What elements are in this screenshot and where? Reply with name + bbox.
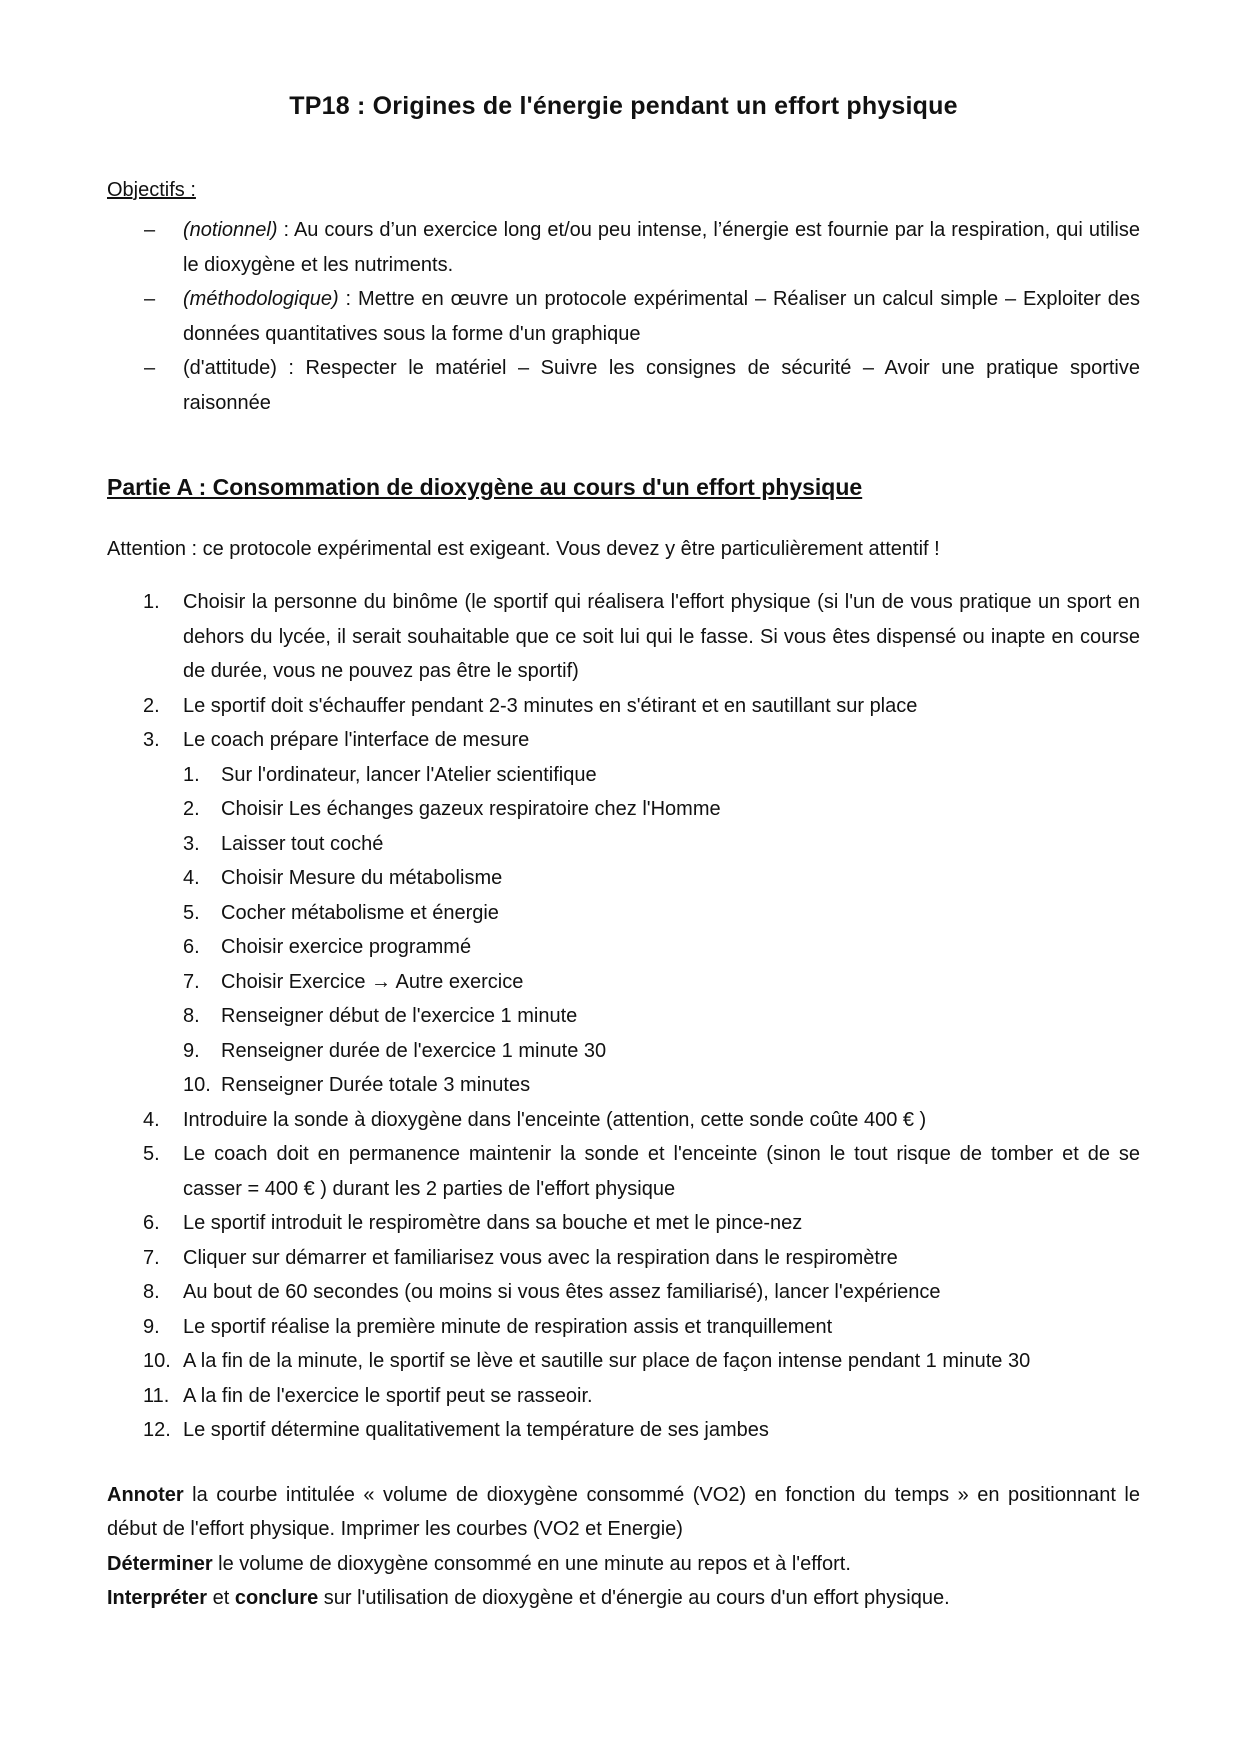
document-page bbox=[107, 92, 1140, 1616]
instruction-interpreter bbox=[107, 1581, 1140, 1616]
substep bbox=[183, 792, 1140, 827]
protocol-step bbox=[107, 1379, 1140, 1414]
step-number: 11. bbox=[143, 1384, 170, 1407]
objective-notionnel bbox=[107, 213, 1140, 282]
substep-text: Renseigner Durée totale 3 minutes bbox=[221, 1074, 531, 1096]
substep-number: 10. bbox=[183, 1074, 211, 1096]
objectives-list bbox=[107, 213, 1140, 420]
step-text: Au bout de 60 secondes (ou moins si vous êtes assez familiarisé), lancer l'expérience bbox=[183, 1281, 941, 1303]
step-number: 12. bbox=[143, 1419, 171, 1441]
step-number: 10. bbox=[143, 1350, 171, 1372]
substep-number: 7. bbox=[183, 970, 200, 993]
substep-number: 1. bbox=[183, 763, 200, 786]
step-text: Le coach doit en permanence maintenir la sonde et l'enceinte (sinon le tout risque de tomber et de se casser = 400 € ) durant les 2 parties de l'effort physique bbox=[183, 1143, 1140, 1200]
substep-text: Sur l'ordinateur, lancer l'Atelier scientifique bbox=[221, 763, 597, 786]
step-text: Le sportif introduit le respiromètre dans sa bouche et met le pince-nez bbox=[183, 1212, 803, 1234]
step-text: Cliquer sur démarrer et familiarisez vous avec la respiration dans le respiromètre bbox=[183, 1246, 898, 1269]
instruction-text: la courbe intitulée « volume de dioxygène consommé (VO2) en fonction du temps » en positionnant le début de l'effort physique. Imprimer les courbes (VO2 et Energie) bbox=[107, 1483, 1140, 1540]
instructions-block bbox=[107, 1478, 1140, 1616]
substep-text: Choisir Exercice → Autre exercice bbox=[221, 970, 524, 993]
objective-text: : Au cours d’un exercice long et/ou peu intense, l’énergie est fournie par la respiration, qui utilise le dioxygène et les nutriments. bbox=[183, 219, 1140, 276]
substep bbox=[183, 827, 1140, 862]
objective-label: (d'attitude) bbox=[183, 357, 277, 379]
section-heading-partie-a: Partie A : Consommation de dioxygène au cours d'un effort physique bbox=[107, 474, 863, 500]
protocol-steps bbox=[107, 585, 1140, 1448]
substep-number: 9. bbox=[183, 1039, 200, 1062]
interface-substeps bbox=[183, 758, 1140, 1103]
step-text: Le coach prépare l'interface de mesure bbox=[183, 729, 530, 751]
protocol-step bbox=[107, 1137, 1140, 1206]
substep-text: Renseigner durée de l'exercice 1 minute 30 bbox=[221, 1039, 607, 1062]
protocol-step bbox=[107, 1310, 1140, 1345]
instruction-annoter bbox=[107, 1478, 1140, 1547]
objective-attitude bbox=[107, 351, 1140, 420]
substep bbox=[183, 1068, 1140, 1103]
step-text: Introduire la sonde à dioxygène dans l'enceinte (attention, cette sonde coûte 400 € ) bbox=[183, 1108, 927, 1131]
substep-number: 3. bbox=[183, 832, 200, 855]
substep-text: Cocher métabolisme et énergie bbox=[221, 901, 499, 924]
instruction-text: le volume de dioxygène consommé en une minute au repos et à l'effort. bbox=[212, 1552, 851, 1575]
step-number: 6. bbox=[143, 1212, 160, 1234]
verb-conclure: conclure bbox=[234, 1587, 319, 1609]
step-text: Choisir la personne du binôme (le sportif qui réalisera l'effort physique (si l'un de vous pratique un sport en dehors du lycée, il serait souhaitable que ce soit lui qui le fasse. Si vous êtes dispensé ou inapte en course de durée, vous ne pouvez pas être le sportif) bbox=[183, 591, 1140, 682]
substep-text: Choisir exercice programmé bbox=[221, 936, 472, 958]
step-number: 8. bbox=[143, 1281, 160, 1303]
objective-label: (méthodologique) bbox=[183, 288, 339, 310]
substep bbox=[183, 1034, 1140, 1069]
step-number: 7. bbox=[143, 1246, 160, 1269]
protocol-step bbox=[107, 1344, 1140, 1379]
substep-number: 4. bbox=[183, 867, 200, 889]
objectives-heading: Objectifs : bbox=[107, 179, 196, 201]
substep-number: 8. bbox=[183, 1005, 200, 1027]
step-number: 3. bbox=[143, 729, 160, 751]
dash-bullet: – bbox=[144, 219, 156, 241]
step-text: Le sportif détermine qualitativement la température de ses jambes bbox=[183, 1419, 769, 1441]
substep-number: 2. bbox=[183, 798, 200, 820]
step-text: Le sportif réalise la première minute de respiration assis et tranquillement bbox=[183, 1315, 833, 1338]
protocol-step bbox=[107, 1275, 1140, 1310]
objective-methodologique bbox=[107, 282, 1140, 351]
protocol-step bbox=[107, 689, 1140, 724]
instruction-connector: et bbox=[207, 1587, 235, 1609]
substep bbox=[183, 999, 1140, 1034]
protocol-step bbox=[107, 723, 1140, 1103]
substep bbox=[183, 861, 1140, 896]
substep-text: Laisser tout coché bbox=[221, 832, 384, 855]
dash-bullet: – bbox=[144, 288, 156, 310]
substep bbox=[183, 758, 1140, 793]
substep bbox=[183, 965, 1140, 1000]
substep-number: 6. bbox=[183, 936, 200, 958]
objective-text: : Respecter le matériel – Suivre les consignes de sécurité – Avoir une pratique sportive raisonnée bbox=[183, 357, 1140, 414]
step-text: Le sportif doit s'échauffer pendant 2-3 minutes en s'étirant et en sautillant sur place bbox=[183, 694, 918, 717]
page-title: TP18 : Origines de l'énergie pendant un effort physique bbox=[289, 92, 958, 120]
protocol-step bbox=[107, 1413, 1140, 1448]
attention-note: Attention : ce protocole expérimental est exigeant. Vous devez y être particulièrement attentif ! bbox=[107, 538, 940, 560]
substep bbox=[183, 930, 1140, 965]
step-number: 9. bbox=[143, 1315, 160, 1338]
instruction-determiner bbox=[107, 1547, 1140, 1582]
step-number: 1. bbox=[143, 591, 160, 613]
protocol-step bbox=[107, 1103, 1140, 1138]
objective-text: : Mettre en œuvre un protocole expérimental – Réaliser un calcul simple – Exploiter des données quantitatives sous la forme d'un graphique bbox=[183, 288, 1140, 345]
step-text: A la fin de la minute, le sportif se lève et sautille sur place de façon intense pendant 1 minute 30 bbox=[183, 1350, 1031, 1372]
verb-annoter: Annoter bbox=[107, 1483, 184, 1506]
dash-bullet: – bbox=[144, 357, 156, 379]
instruction-text: sur l'utilisation de dioxygène et d'énergie au cours d'un effort physique. bbox=[318, 1587, 950, 1609]
substep bbox=[183, 896, 1140, 931]
step-number: 2. bbox=[143, 694, 160, 717]
substep-number: 5. bbox=[183, 901, 200, 924]
objective-label: (notionnel) bbox=[183, 219, 278, 241]
substep-text: Renseigner début de l'exercice 1 minute bbox=[221, 1005, 578, 1027]
verb-interpreter: Interpréter bbox=[107, 1587, 208, 1609]
step-number: 5. bbox=[143, 1143, 160, 1165]
substep-text: Choisir Les échanges gazeux respiratoire chez l'Homme bbox=[221, 798, 721, 820]
protocol-step bbox=[107, 585, 1140, 689]
step-text: A la fin de l'exercice le sportif peut se rasseoir. bbox=[183, 1384, 593, 1407]
substep-text: Choisir Mesure du métabolisme bbox=[221, 867, 503, 889]
verb-determiner: Déterminer bbox=[107, 1552, 213, 1575]
step-number: 4. bbox=[143, 1108, 160, 1131]
protocol-step bbox=[107, 1241, 1140, 1276]
protocol-step bbox=[107, 1206, 1140, 1241]
